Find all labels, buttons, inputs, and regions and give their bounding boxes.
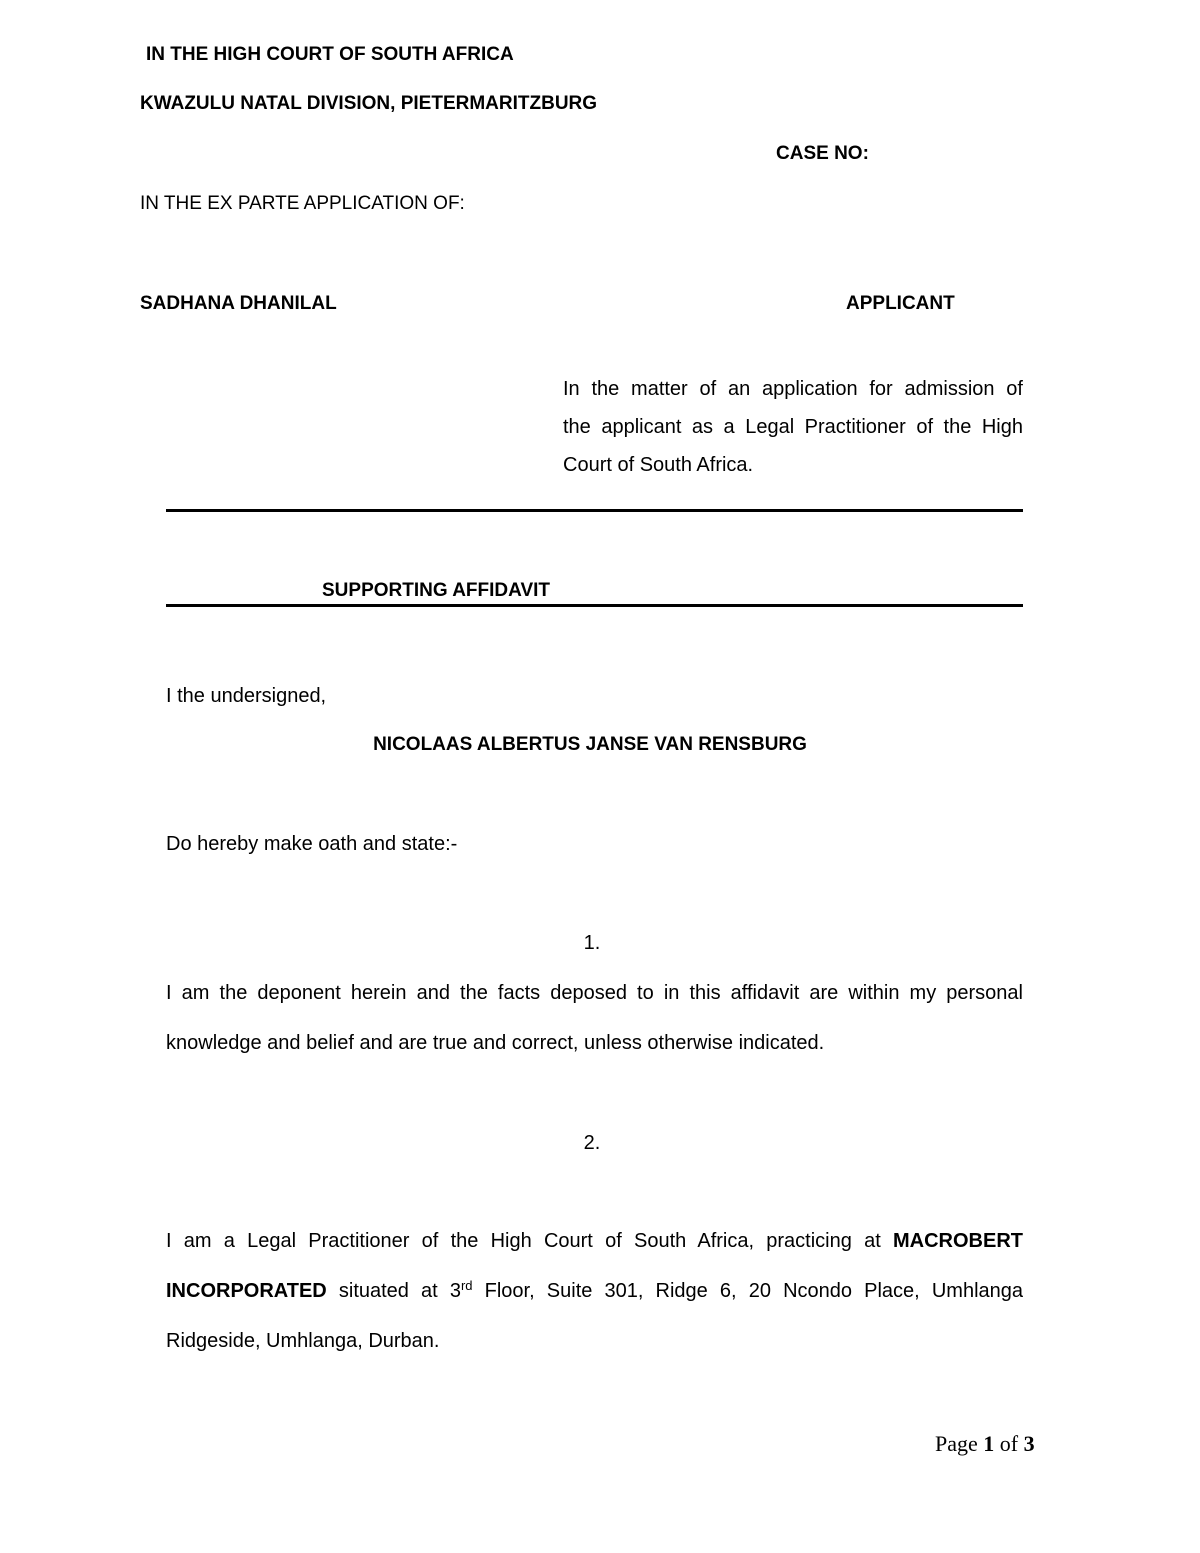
paragraph-line (166, 1279, 1023, 1329)
ordinal-suffix: rd (460, 1278, 473, 1293)
paragraph-line: I am the deponent herein and the facts deposed to in this affidavit are within my personal (166, 982, 1023, 1004)
paragraph-text: I am a Legal Practitioner of the High Court of South Africa, practicing at (166, 1230, 893, 1252)
paragraph-number: 1. (583, 932, 601, 954)
undersigned-text: I the undersigned, (166, 685, 327, 707)
applicant-role: APPLICANT (846, 293, 955, 314)
page-number-footer (935, 1430, 1035, 1458)
matter-description (563, 370, 1023, 484)
divider-top (166, 509, 1023, 512)
current-page: 1 (983, 1431, 995, 1456)
paragraph-line (166, 1229, 1023, 1279)
court-division: KWAZULU NATAL DIVISION, PIETERMARITZBURG (140, 93, 598, 114)
total-pages: 3 (1023, 1431, 1035, 1456)
ex-parte-heading: IN THE EX PARTE APPLICATION OF: (140, 193, 465, 214)
of-word: of (994, 1431, 1024, 1456)
paragraph-number: 2. (583, 1132, 601, 1154)
paragraph-line: knowledge and belief and are true and correct, unless otherwise indicated. (166, 1032, 825, 1054)
deponent-name: NICOLAAS ALBERTUS JANSE VAN RENSBURG (373, 734, 807, 755)
case-number-label: CASE NO: (776, 143, 869, 164)
paragraph-line: Ridgeside, Umhlanga, Durban. (166, 1330, 440, 1352)
paragraph-2 (166, 1229, 1023, 1379)
oath-statement: Do hereby make oath and state:- (166, 833, 458, 855)
matter-line: In the matter of an application for admission of (563, 378, 1023, 400)
matter-line: the applicant as a Legal Practitioner of the High (563, 416, 1023, 438)
firm-name-part: MACROBERT (893, 1230, 1023, 1252)
affidavit-title: SUPPORTING AFFIDAVIT (322, 580, 550, 601)
applicant-name: SADHANA DHANILAL (140, 293, 337, 314)
page-word: Page (935, 1431, 984, 1456)
paragraph-text: Floor, Suite 301, Ridge 6, 20 Ncondo Place, Umhlanga (472, 1280, 1023, 1302)
firm-name-part: INCORPORATED (166, 1280, 327, 1302)
matter-line: Court of South Africa. (563, 454, 754, 476)
court-title: IN THE HIGH COURT OF SOUTH AFRICA (146, 44, 514, 65)
paragraph-text: situated at 3 (326, 1280, 461, 1302)
divider-bottom (166, 604, 1023, 607)
paragraph-1 (166, 981, 1023, 1081)
